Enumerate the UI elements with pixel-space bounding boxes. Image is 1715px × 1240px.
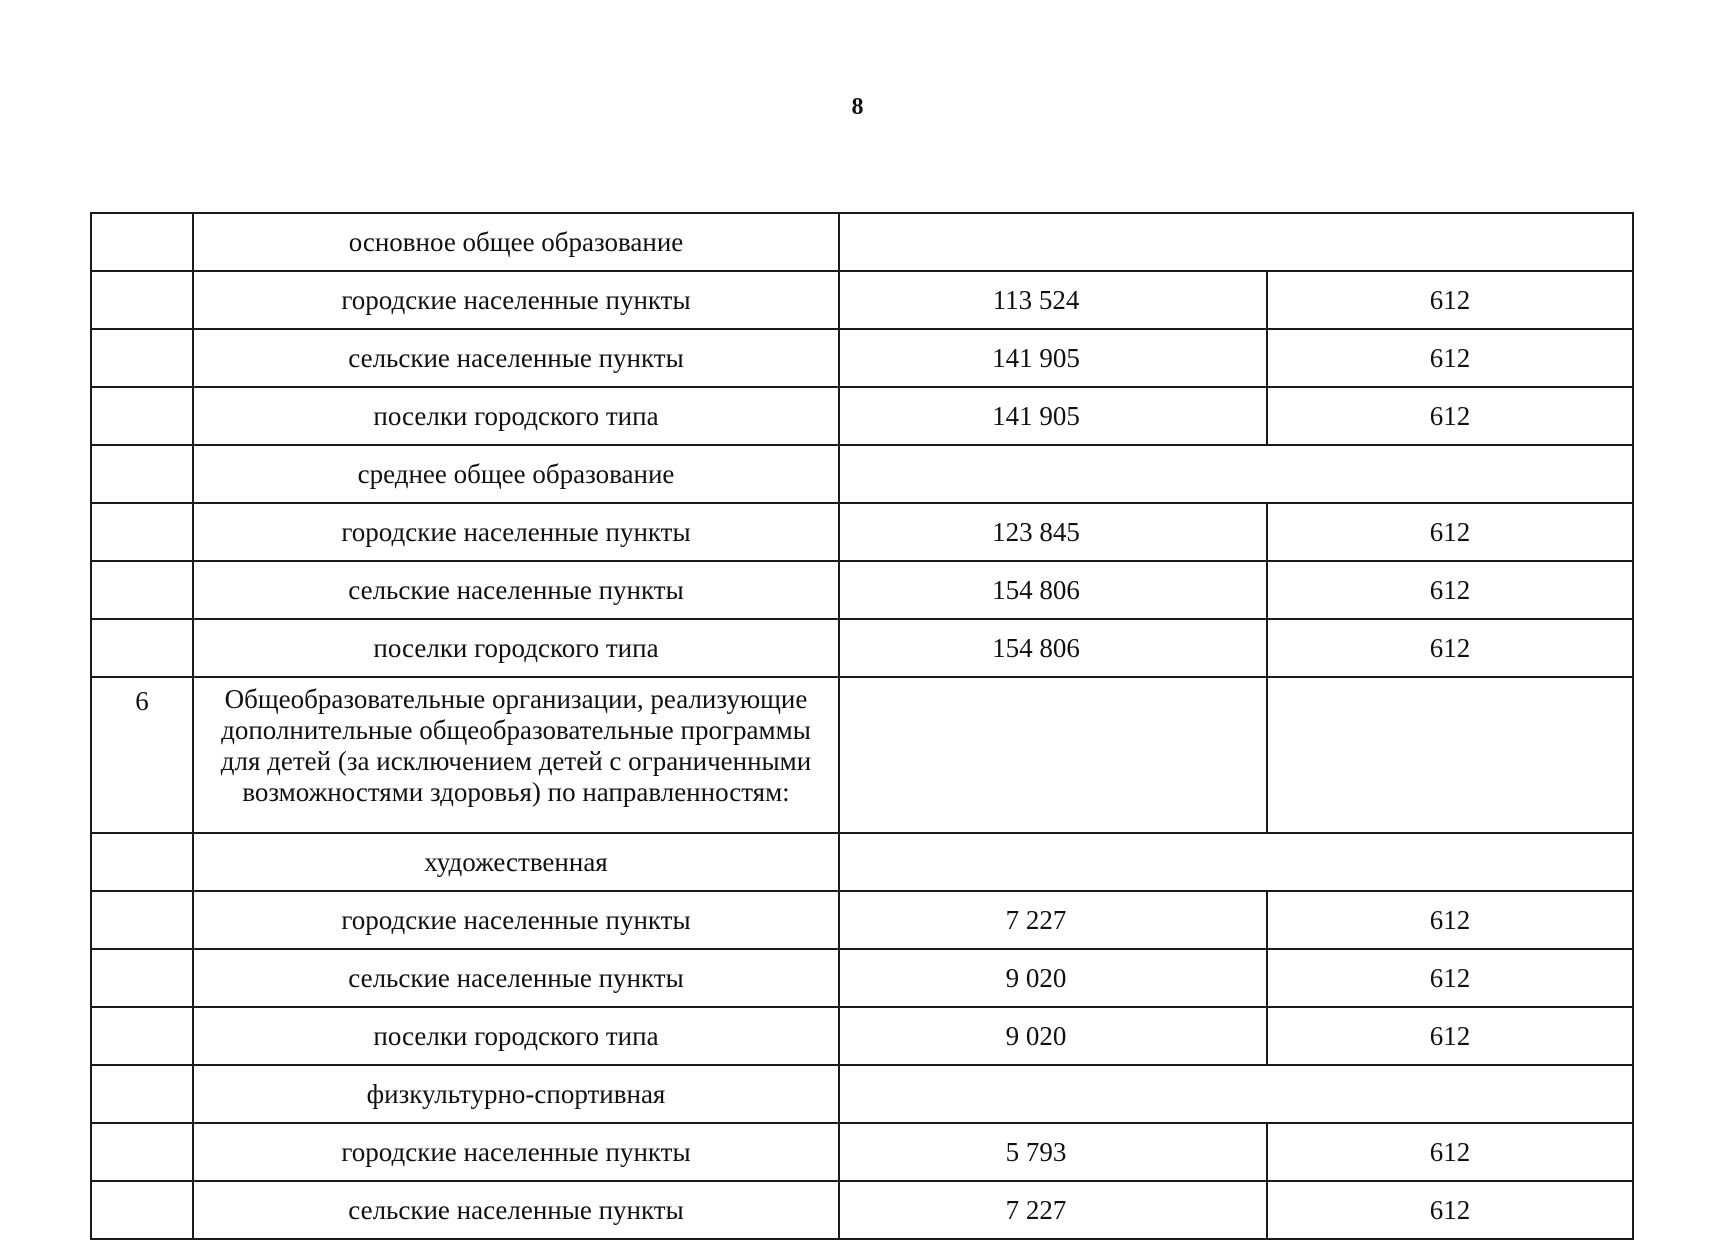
row-number-cell (91, 1007, 193, 1065)
value-cell: 141 905 (839, 329, 1267, 387)
row-number-cell (91, 1123, 193, 1181)
value-cell: 141 905 (839, 387, 1267, 445)
row-number-cell: 6 (91, 677, 193, 833)
section-row (91, 833, 1633, 891)
settlement-type-cell: поселки городского типа (193, 387, 839, 445)
page-number: 8 (851, 94, 864, 120)
section-row (91, 445, 1633, 503)
value-cell: 9 020 (839, 949, 1267, 1007)
empty-value-cell (839, 677, 1267, 833)
value-cell: 7 227 (839, 1181, 1267, 1239)
table-row (91, 949, 1633, 1007)
row-number-cell (91, 445, 193, 503)
table-row (91, 1007, 1633, 1065)
row-number-cell (91, 329, 193, 387)
code-cell: 612 (1267, 1007, 1633, 1065)
value-cell: 7 227 (839, 891, 1267, 949)
settlement-type-cell: городские населенные пункты (193, 271, 839, 329)
table-row (91, 891, 1633, 949)
settlement-type-cell: городские населенные пункты (193, 1123, 839, 1181)
code-cell: 612 (1267, 619, 1633, 677)
table-row (91, 561, 1633, 619)
section-row (91, 1065, 1633, 1123)
row-number-cell (91, 891, 193, 949)
table-row (91, 503, 1633, 561)
tariff-table (90, 212, 1634, 1240)
settlement-type-cell: сельские населенные пункты (193, 949, 839, 1007)
group-row (91, 677, 1633, 833)
table-row (91, 1181, 1633, 1239)
empty-merged-cell (839, 833, 1633, 891)
table-row (91, 619, 1633, 677)
settlement-type-cell: городские населенные пункты (193, 891, 839, 949)
section-row (91, 213, 1633, 271)
table-row (91, 329, 1633, 387)
empty-merged-cell (839, 445, 1633, 503)
code-cell: 612 (1267, 329, 1633, 387)
code-cell: 612 (1267, 891, 1633, 949)
section-title: физкультурно-спортивная (193, 1065, 839, 1123)
code-cell: 612 (1267, 503, 1633, 561)
code-cell: 612 (1267, 561, 1633, 619)
code-cell: 612 (1267, 387, 1633, 445)
section-title: среднее общее образование (193, 445, 839, 503)
row-number-cell (91, 619, 193, 677)
table-body (91, 213, 1633, 1239)
row-number-cell (91, 213, 193, 271)
code-cell: 612 (1267, 1181, 1633, 1239)
settlement-type-cell: сельские населенные пункты (193, 1181, 839, 1239)
settlement-type-cell: поселки городского типа (193, 619, 839, 677)
settlement-type-cell: сельские населенные пункты (193, 329, 839, 387)
group-description: Общеобразовательные организации, реализующие дополнительные общеобразовательные программы для детей (за исключением детей с ограниченными возможностями здоровья) по направленностям: (193, 677, 839, 833)
value-cell: 154 806 (839, 619, 1267, 677)
settlement-type-cell: поселки городского типа (193, 1007, 839, 1065)
code-cell: 612 (1267, 271, 1633, 329)
code-cell: 612 (1267, 949, 1633, 1007)
table-row (91, 271, 1633, 329)
row-number-cell (91, 1181, 193, 1239)
row-number-cell (91, 387, 193, 445)
empty-code-cell (1267, 677, 1633, 833)
code-cell: 612 (1267, 1123, 1633, 1181)
value-cell: 123 845 (839, 503, 1267, 561)
row-number-cell (91, 1065, 193, 1123)
table-row (91, 387, 1633, 445)
value-cell: 9 020 (839, 1007, 1267, 1065)
section-title: основное общее образование (193, 213, 839, 271)
row-number-cell (91, 271, 193, 329)
row-number-cell (91, 833, 193, 891)
row-number-cell (91, 503, 193, 561)
section-title: художественная (193, 833, 839, 891)
empty-merged-cell (839, 1065, 1633, 1123)
row-number-cell (91, 949, 193, 1007)
value-cell: 113 524 (839, 271, 1267, 329)
settlement-type-cell: сельские населенные пункты (193, 561, 839, 619)
table-row (91, 1123, 1633, 1181)
row-number-cell (91, 561, 193, 619)
value-cell: 154 806 (839, 561, 1267, 619)
empty-merged-cell (839, 213, 1633, 271)
settlement-type-cell: городские населенные пункты (193, 503, 839, 561)
value-cell: 5 793 (839, 1123, 1267, 1181)
